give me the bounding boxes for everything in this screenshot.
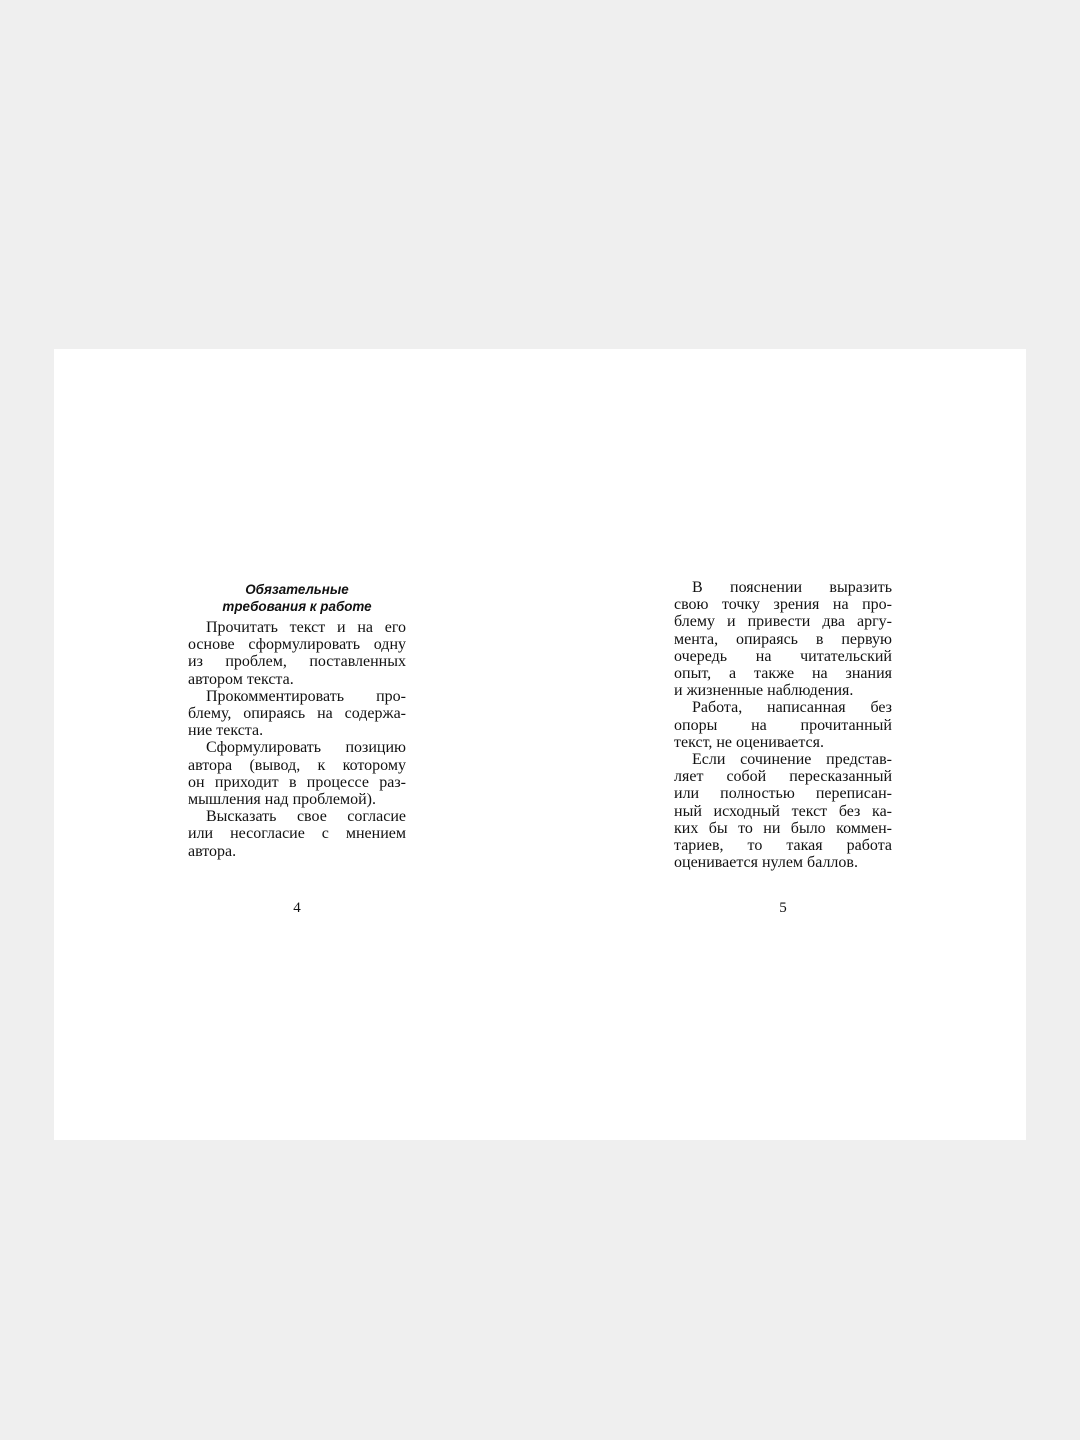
text-line: ких бы то ни было коммен- bbox=[674, 819, 892, 837]
text-line: мышления над проблемой). bbox=[188, 791, 376, 809]
text-line: ние текста. bbox=[188, 722, 264, 740]
page-number: 5 bbox=[779, 900, 787, 916]
text-line: основе сформулировать одну bbox=[188, 636, 406, 654]
text-line: или несогласие с мнением bbox=[188, 825, 406, 843]
text-line: свою точку зрения на про- bbox=[674, 596, 892, 614]
text-line: он приходит в процессе раз- bbox=[188, 773, 406, 791]
text-line: текст, не оценивается. bbox=[674, 733, 825, 751]
page-number: 4 bbox=[293, 900, 301, 916]
text-line: мента, опираясь в первую bbox=[674, 630, 892, 648]
text-line: Прочитать текст и на его bbox=[206, 619, 406, 636]
text-line: ный исходный текст без ка- bbox=[674, 802, 892, 820]
text-line: Работа, написанная без bbox=[692, 699, 892, 717]
text-line: автором текста. bbox=[188, 670, 294, 688]
text-line: В пояснении выразить bbox=[692, 579, 892, 596]
text-line: ляет собой пересказанный bbox=[674, 768, 892, 786]
text-line: блему и привести два аргу- bbox=[674, 613, 892, 631]
text-line: Прокомментировать про- bbox=[206, 687, 406, 705]
text-line: автора. bbox=[188, 842, 237, 860]
paragraph bbox=[188, 688, 406, 740]
paragraph bbox=[674, 699, 892, 751]
heading-line: Обязательные bbox=[245, 582, 349, 597]
text-line: Если сочинение представ- bbox=[692, 751, 892, 769]
heading-line: требования к работе bbox=[222, 599, 372, 614]
paragraph bbox=[188, 808, 406, 860]
section-heading bbox=[188, 581, 406, 615]
text-line: блему, опираясь на содержа- bbox=[188, 705, 406, 723]
paragraph bbox=[188, 739, 406, 808]
text-line: опоры на прочитанный bbox=[674, 716, 892, 734]
text-line: оценивается нулем баллов. bbox=[674, 854, 858, 872]
text-line: тариев, то такая работа bbox=[674, 837, 892, 855]
text-line: и жизненные наблюдения. bbox=[674, 682, 854, 700]
text-line: очередь на читательский bbox=[674, 647, 892, 665]
book-spread bbox=[54, 349, 1026, 1140]
paragraph bbox=[674, 579, 892, 699]
paragraph bbox=[188, 619, 406, 688]
text-line: Высказать свое согласие bbox=[206, 808, 406, 826]
right-page bbox=[674, 579, 892, 871]
text-line: или полностью переписан- bbox=[674, 785, 892, 803]
paragraph bbox=[674, 751, 892, 871]
text-line: Сформулировать позицию bbox=[206, 739, 406, 757]
text-line: из проблем, поставленных bbox=[188, 653, 406, 671]
text-line: автора (вывод, к которому bbox=[188, 756, 406, 774]
left-page bbox=[188, 579, 406, 860]
text-line: опыт, а также на знания bbox=[674, 665, 892, 683]
